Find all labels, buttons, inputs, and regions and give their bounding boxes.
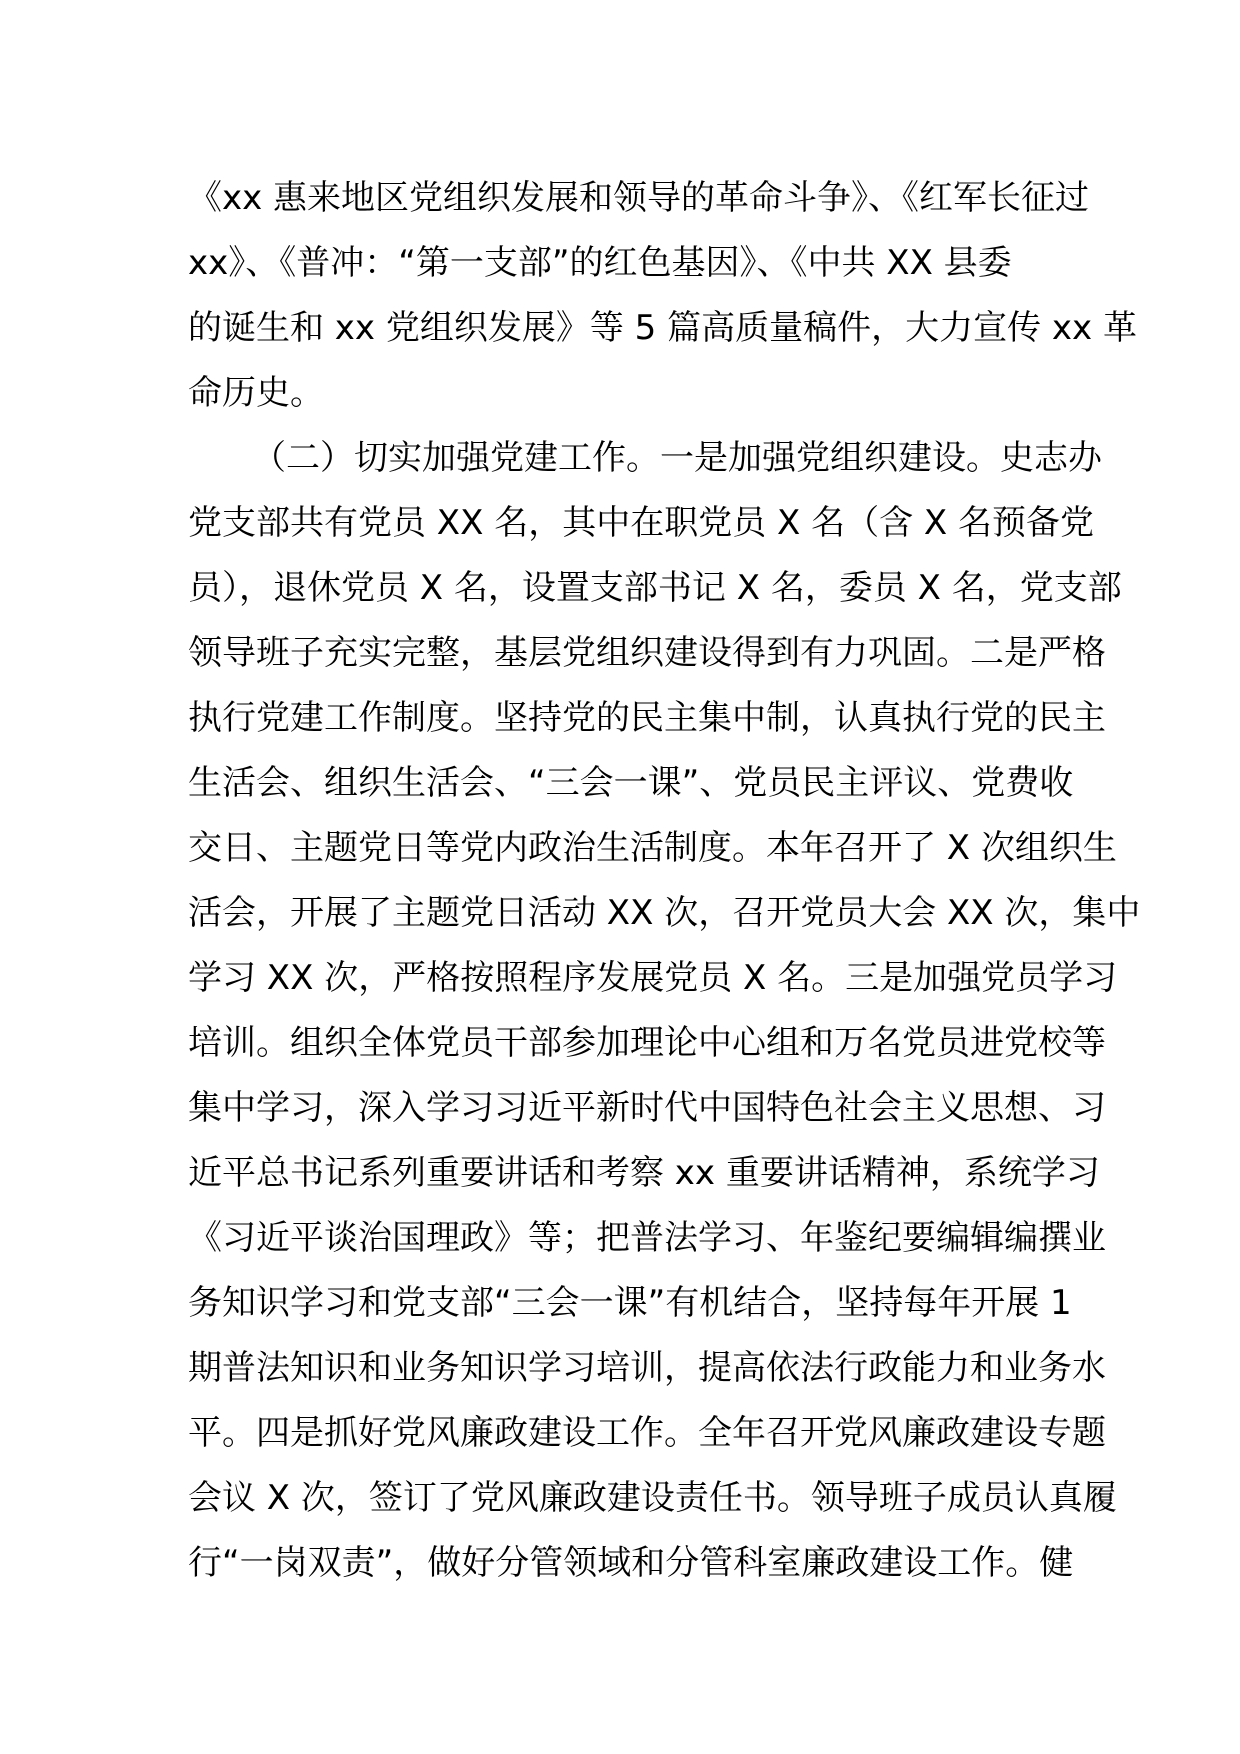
text-line: 平。四是抓好党风廉政建设工作。全年召开党风廉政建设专题 [188, 1413, 1106, 1453]
text-line: 行“一岗双责”，做好分管领域和分管科室廉政建设工作。健 [188, 1543, 1074, 1583]
text-line: 的诞生和 xx 党组织发展》等 5 篇高质量稿件，大力宣传 xx 革 [188, 308, 1137, 348]
body-text [188, 166, 1141, 1596]
text-line: 执行党建工作制度。坚持党的民主集中制，认真执行党的民主 [188, 698, 1106, 738]
text-line: 交日、主题党日等党内政治生活制度。本年召开了 X 次组织生 [188, 828, 1117, 868]
text-line: 命历史。 [188, 373, 324, 413]
text-line: 党支部共有党员 XX 名，其中在职党员 X 名（含 X 名预备党 [188, 503, 1095, 543]
text-line: 期普法知识和业务知识学习培训，提高依法行政能力和业务水 [188, 1348, 1106, 1388]
text-line: 集中学习，深入学习习近平新时代中国特色社会主义思想、习 [188, 1088, 1106, 1128]
section-heading-line: （二）切实加强党建工作。一是加强党组织建设。史志办 [252, 438, 1102, 478]
text-line: 员），退休党员 X 名，设置支部书记 X 名，委员 X 名，党支部 [188, 568, 1122, 608]
text-line: 务知识学习和党支部“三会一课”有机结合，坚持每年开展 1 [188, 1283, 1072, 1323]
text-line: xx》、《普冲：“第一支部”的红色基因》、《中共 XX 县委 [188, 243, 1012, 283]
text-line: 《习近平谈治国理政》等；把普法学习、年鉴纪要编辑编撰业 [188, 1218, 1106, 1258]
text-line: 会议 X 次，签订了党风廉政建设责任书。领导班子成员认真履 [188, 1478, 1117, 1518]
text-line: 活会，开展了主题党日活动 XX 次，召开党员大会 XX 次，集中 [188, 893, 1141, 933]
text-line: 学习 XX 次，严格按照程序发展党员 X 名。三是加强党员学习 [188, 958, 1118, 998]
text-line: 培训。组织全体党员干部参加理论中心组和万名党员进党校等 [188, 1023, 1106, 1063]
text-line: 领导班子充实完整，基层党组织建设得到有力巩固。二是严格 [188, 633, 1106, 673]
text-line: 生活会、组织生活会、“三会一课”、党员民主评议、党费收 [188, 763, 1074, 803]
text-line: 近平总书记系列重要讲话和考察 xx 重要讲话精神，系统学习 [188, 1153, 1100, 1193]
text-line: 《xx 惠来地区党组织发展和领导的革命斗争》、《红军长征过 [188, 178, 1090, 218]
